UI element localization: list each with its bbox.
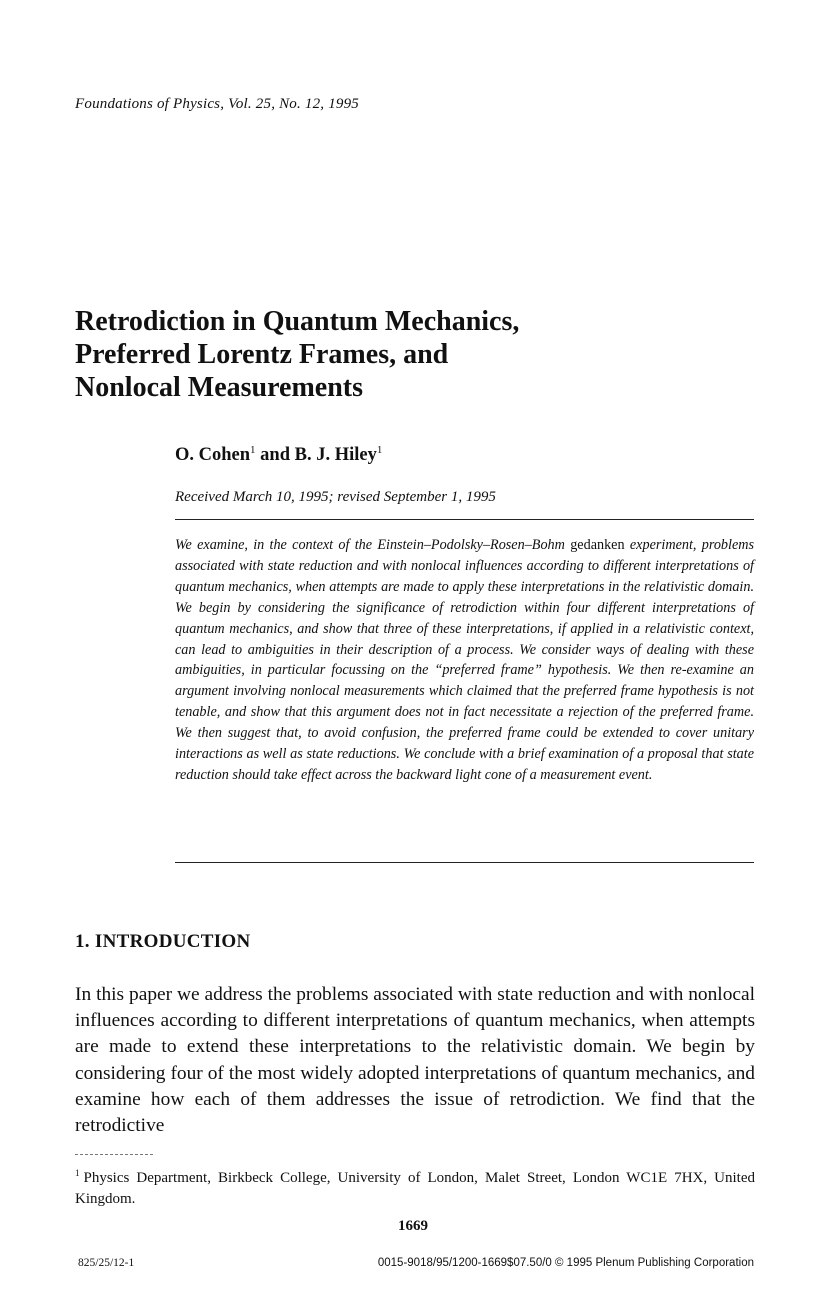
author-connector: and [255, 445, 295, 465]
section-heading: 1. INTRODUCTION [75, 931, 251, 952]
abstract-top-rule [175, 519, 754, 520]
abstract-bottom-rule [175, 862, 754, 863]
abstract [175, 535, 754, 786]
footer-manuscript-code: 825/25/12-1 [78, 1257, 135, 1269]
affiliation-mark: 1 [376, 444, 383, 456]
author-name: B. J. Hiley [294, 445, 377, 465]
intro-paragraph: In this paper we address the problems associated with state reduction and with nonlocal influences according to different interpretations of quantum mechanics, when attempts are made to extend these interpretations to the relativistic domain. We begin by considering four of the most widely adopted interpretations of quantum mechanics, and examine how each of them addresses the issue of retrodiction. We find that the retrodictive [75, 984, 755, 1137]
footnote-separator [75, 1154, 153, 1155]
title-line-2: Preferred Lorentz Frames, and [75, 339, 449, 370]
abstract-body: experiment, problems associated with state reduction and with nonlocal influences according to different interpretations of quantum mechanics, when attempts are made to apply these interpretations in the relativistic domain. We begin by considering the significance of retrodiction within four different interpretations of quantum mechanics, and show that three of these interpretations, if applied in a relativistic context, can lead to ambiguities in their description of a process. We consider ways of dealing with these ambiguities, in particular focussing on the “preferred frame” hypothesis. We then re-examine an argument involving nonlocal measurements which claimed that the preferred frame hypothesis is not tenable, and show that this argument does not in fact necessitate a rejection of the preferred frame. We then suggest that, to avoid confusion, the preferred frame could be extended to cover unitary interactions as well as state reductions. We conclude with a brief examination of a proposal that state reduction should take effect across the backward light cone of a measurement event. [175, 537, 755, 783]
footnote-text: Physics Department, Birkbeck College, University of London, Malet Street, London WC1E 7HX, United Kingdom. [75, 1170, 755, 1207]
page-number: 1669 [398, 1218, 428, 1234]
affiliation-mark: 1 [250, 444, 256, 456]
title-line-3: Nonlocal Measurements [75, 372, 363, 403]
footnote-mark: 1 [75, 1168, 80, 1178]
received-dates: Received March 10, 1995; revised September 1, 1995 [175, 489, 496, 505]
author-list [175, 444, 382, 466]
title-line-1: Retrodiction in Quantum Mechanics, [75, 306, 520, 337]
paper-title [75, 305, 755, 404]
footer-copyright: 0015-9018/95/1200-1669$07.50/0 © 1995 Plenum Publishing Corporation [377, 1257, 754, 1269]
author-name: O. Cohen [175, 445, 251, 465]
abstract-intro: We examine, in the context of the Einstein–Podolsky–Rosen–Bohm [175, 537, 565, 553]
footnote [75, 1163, 755, 1210]
journal-citation: Foundations of Physics, Vol. 25, No. 12, 1995 [75, 96, 359, 112]
abstract-upright-word: gedanken [570, 537, 625, 553]
